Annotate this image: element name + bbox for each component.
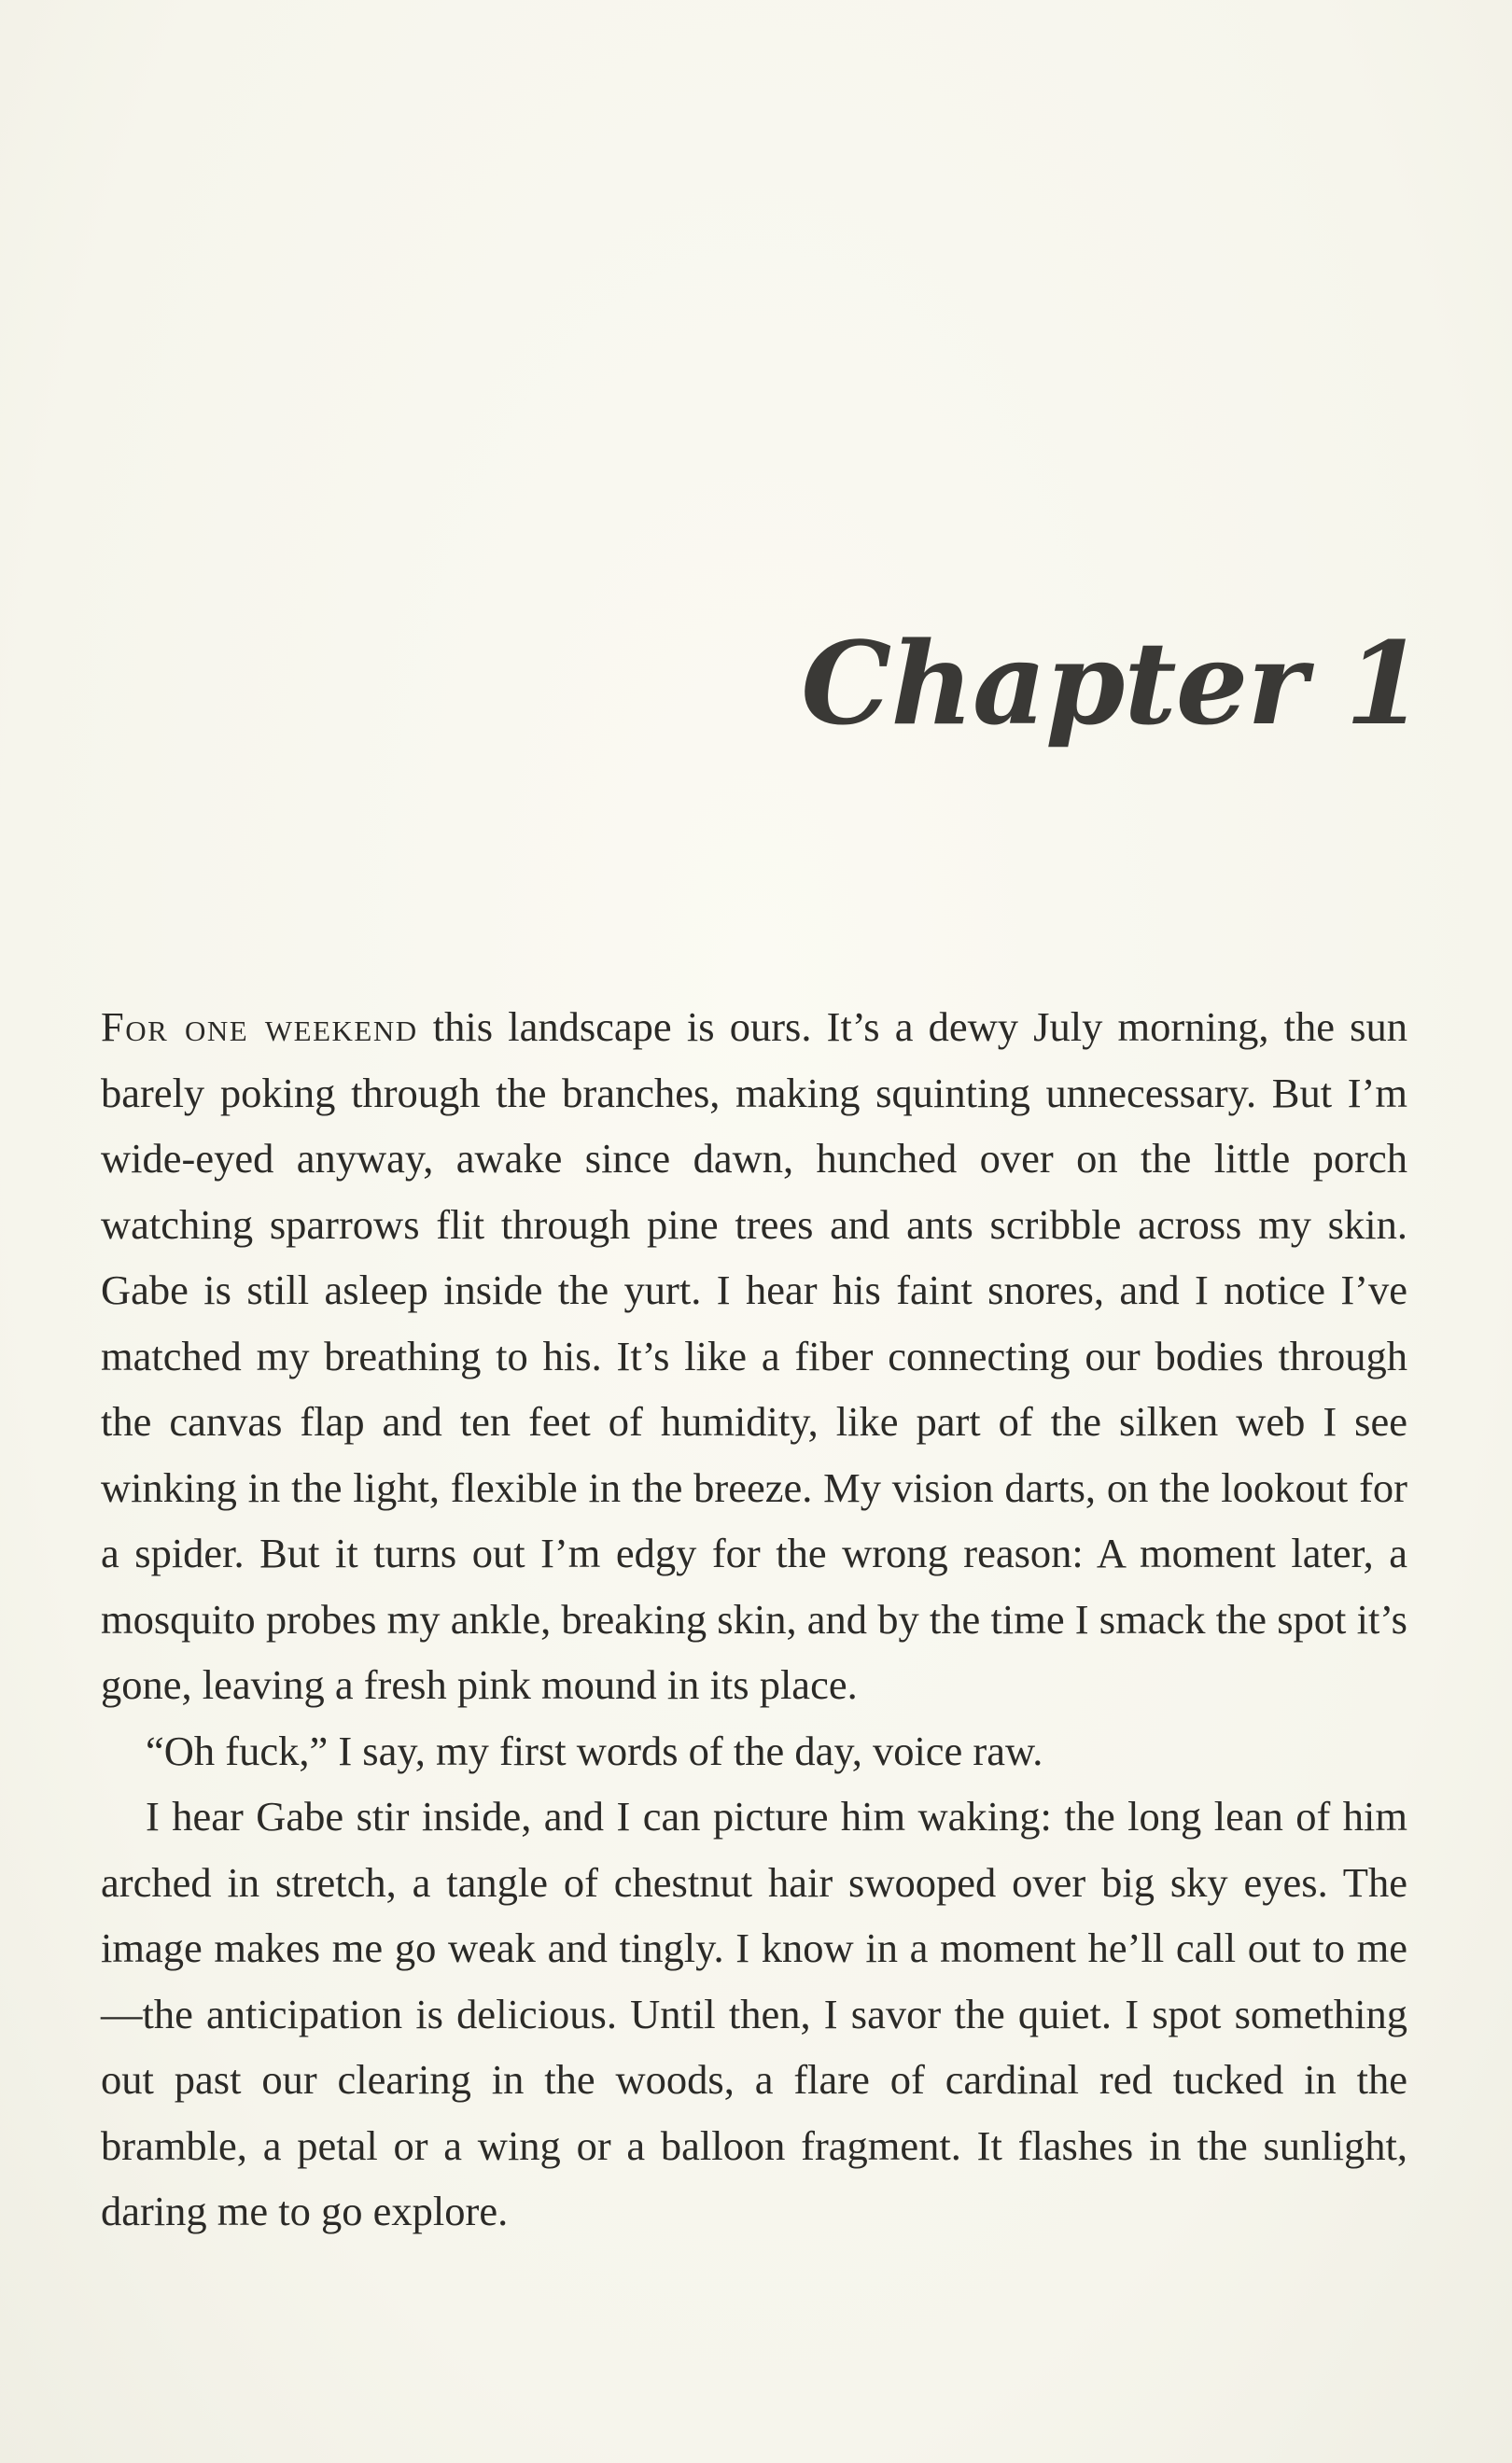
paragraph-1	[101, 994, 1407, 1718]
lead-in-small-caps: For one weekend	[101, 1003, 418, 1050]
chapter-title: Chapter 1	[801, 616, 1423, 750]
chapter-body	[101, 994, 1407, 2245]
paragraph-3: I hear Gabe stir inside, and I can picture him waking: the long lean of him arched in stretch, a tangle of chestnut hair swooped over big sky eyes. The image makes me go weak and tingly. I know in a moment he’ll call out to me—the anticipation is delicious. Until then, I savor the quiet. I spot something out past our clearing in the woods, a flare of cardinal red tucked in the bramble, a petal or a wing or a balloon fragment. It flashes in the sunlight, daring me to go explore.	[101, 1793, 1407, 2234]
paragraph-2: “Oh fuck,” I say, my first words of the day, voice raw.	[146, 1727, 1043, 1774]
paragraph-1-text: this landscape is ours. It’s a dewy July morning, the sun barely poking through the branches, making squinting unnecessary. But I’m wide-eyed anyway, awake since dawn, hunched over on the little porch watching sparrows flit through pine trees and ants scribble across my skin. Gabe is still asleep inside the yurt. I hear his faint snores, and I notice I’ve matched my breathing to his. It’s like a fiber connecting our bodies through the canvas flap and ten feet of humidity, like part of the silken web I see winking in the light, flexible in the breeze. My vision darts, on the lookout for a spider. But it turns out I’m edgy for the wrong reason: A moment later, a mosquito probes my ankle, breaking skin, and by the time I smack the spot it’s gone, leaving a fresh pink mound in its place.	[101, 1003, 1407, 1708]
